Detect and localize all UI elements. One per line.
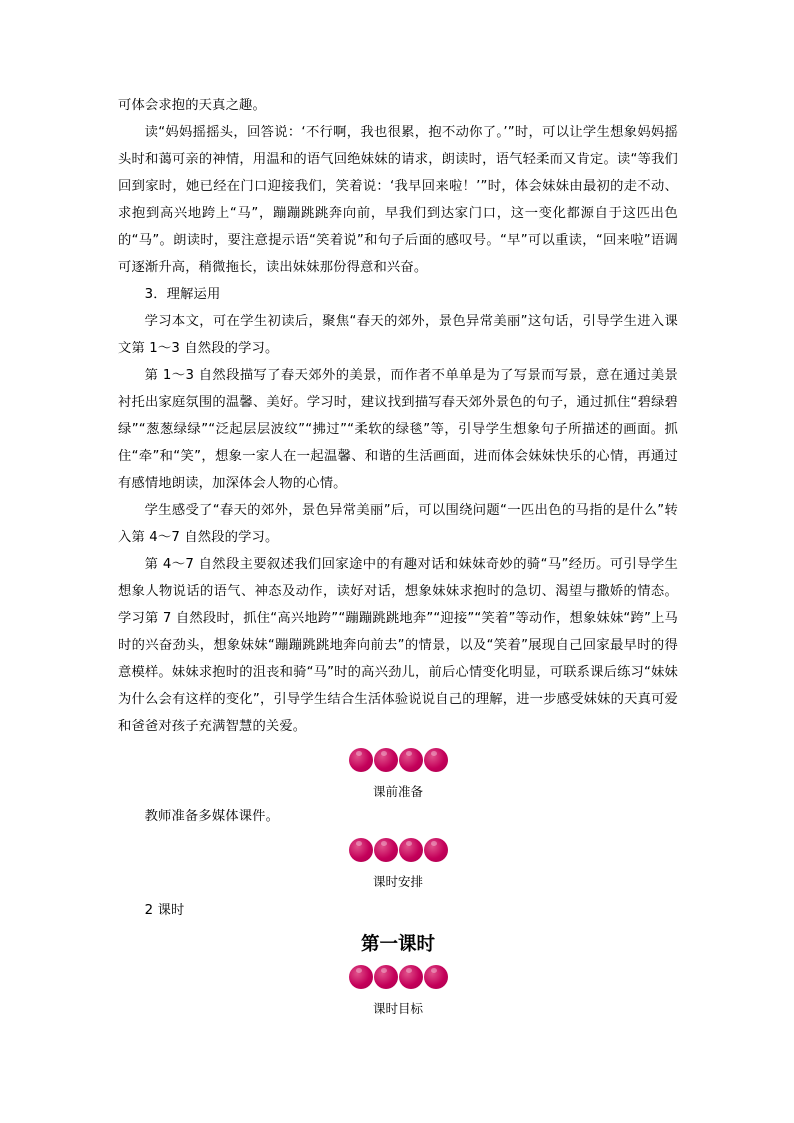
section-marker-goals bbox=[118, 964, 678, 1020]
decorative-dots-icon bbox=[349, 837, 448, 863]
dot-icon bbox=[424, 748, 448, 772]
section-label-prep: 课前准备 bbox=[372, 784, 423, 799]
document-content bbox=[118, 92, 678, 1020]
dot-icon bbox=[424, 838, 448, 862]
paragraph-reading-guide: 读“妈妈摇摇头，回答说：‘不行啊，我也很累，抱不动你了。’”时，可以让学生想象妈妈摇头时和蔼可亲的神情，用温和的语气回绝妹妹的请求，朗读时，语气轻柔而又肯定。读“等我们回到家时，她已经在门口迎接我们，笑着说：‘我早回来啦！’”时，体会妹妹由最初的走不动、求抱到高兴地跨上“马”，蹦蹦跳跳奔向前，早我们到达家门口，这一变化都源自于这匹出色的“马”。朗读时，要注意提示语“笑着说”和句子后面的感叹号。“早”可以重读，“回来啦”语调可逐渐升高，稍微拖长，读出妹妹那份得意和兴奋。 bbox=[118, 125, 678, 275]
dot-icon bbox=[399, 748, 423, 772]
decorative-dots-icon bbox=[349, 747, 448, 773]
dot-icon bbox=[374, 748, 398, 772]
paragraph-paragraphs-4-7: 第 4～7 自然段主要叙述我们回家途中的有趣对话和妹妹奇妙的骑“马”经历。可引导学生想象人物说话的语气、神态及动作，读好对话，想象妹妹求抱时的急切、渴望与撒娇的情态。学习第 7 自然段时，抓住“高兴地跨”“蹦蹦跳跳地奔”“迎接”“笑着”等动作，想象妹妹“跨”上马时的兴奋劲头，想象妹妹“蹦蹦跳跳地奔向前去”的情景，以及“笑着”展现自己回家最早时的得意模样。妹妹求抱时的沮丧和骑“马”时的高兴劲儿，前后心情变化明显，可联系课后练习“妹妹为什么会有这样的变化”，引导学生结合生活体验说说自己的理解，进一步感受妹妹的天真可爱和爸爸对孩子充满智慧的关爱。 bbox=[118, 557, 678, 734]
dot-icon bbox=[349, 838, 373, 862]
section-label-schedule: 课时安排 bbox=[372, 874, 423, 889]
section-marker-prep bbox=[118, 747, 678, 803]
section-label-goals: 课时目标 bbox=[372, 1001, 423, 1016]
dot-icon bbox=[424, 965, 448, 989]
dot-icon bbox=[349, 748, 373, 772]
dot-icon bbox=[374, 965, 398, 989]
dot-icon bbox=[399, 838, 423, 862]
paragraph-schedule: 2 课时 bbox=[144, 903, 185, 918]
paragraph-continued: 可体会求抱的天真之趣。 bbox=[118, 98, 266, 113]
section-heading-understanding: 3．理解运用 bbox=[144, 287, 221, 302]
dot-icon bbox=[399, 965, 423, 989]
section-marker-schedule bbox=[118, 837, 678, 893]
paragraph-prep: 教师准备多媒体课件。 bbox=[144, 809, 280, 824]
dot-icon bbox=[374, 838, 398, 862]
paragraph-transition: 学生感受了“春天的郊外，景色异常美丽”后，可以围绕问题“一匹出色的马指的是什么”转入第 4～7 自然段的学习。 bbox=[118, 503, 678, 545]
paragraph-paragraphs-1-3: 第 1～3 自然段描写了春天郊外的美景，而作者不单单是为了写景而写景，意在通过美景衬托出家庭氛围的温馨、美好。学习时，建议找到描写春天郊外景色的句子，通过抓住“碧绿碧绿”“葱葱绿绿”“泛起层层波纹”“拂过”“柔软的绿毯”等，引导学生想象句子所描述的画面。抓住“牵”和“笑”，想象一家人在一起温馨、和谐的生活画面，进而体会妹妹快乐的心情，再通过有感情地朗读，加深体会人物的心情。 bbox=[118, 368, 678, 491]
dot-icon bbox=[349, 965, 373, 989]
decorative-dots-icon bbox=[349, 964, 448, 990]
paragraph-focus-sentence: 学习本文，可在学生初读后，聚焦“春天的郊外，景色异常美丽”这句话，引导学生进入课文第 1～3 自然段的学习。 bbox=[118, 314, 678, 356]
lesson-title: 第一课时 bbox=[360, 934, 435, 955]
